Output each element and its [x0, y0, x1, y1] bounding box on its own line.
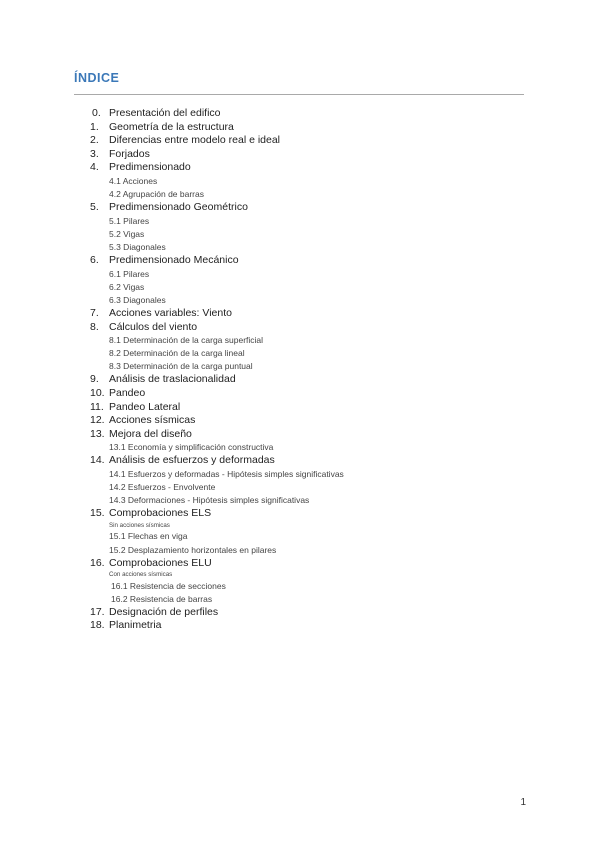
- toc-subentry: [0, 481, 600, 494]
- toc-subentry-label: 14.2 Esfuerzos - Envolvente: [109, 482, 216, 493]
- toc-entry-number: 16.: [90, 556, 105, 569]
- toc-entry-label: Predimensionado: [109, 161, 191, 174]
- toc-entry: [0, 134, 600, 148]
- toc-subentry-label: 4.1 Acciones: [109, 175, 158, 186]
- toc-entry: [0, 201, 600, 215]
- toc-subentry-label: 16.2 Resistencia de barras: [111, 593, 213, 604]
- toc-entry: [0, 307, 600, 321]
- toc-subentry: [0, 580, 600, 593]
- toc-entry-number: 17.: [90, 605, 105, 618]
- toc-note: [0, 521, 600, 531]
- toc-subentry: [0, 188, 600, 201]
- toc-entry: [0, 148, 600, 162]
- toc-entry: [0, 557, 600, 571]
- toc-entry-number: 15.: [90, 507, 105, 520]
- toc-entry-label: Geometría de la estructura: [109, 120, 234, 133]
- toc-entry-label: Análisis de traslacionalidad: [109, 373, 236, 386]
- toc-subentry: [0, 544, 600, 557]
- toc-entry: [0, 454, 600, 468]
- toc-subentry: [0, 268, 600, 281]
- toc-entry: [0, 428, 600, 442]
- toc-note-label: Sin acciones sísmicas: [109, 521, 170, 529]
- toc-subentry: [0, 347, 600, 360]
- toc-entry-label: Análisis de esfuerzos y deformadas: [109, 454, 275, 467]
- toc-subentry-label: 16.1 Resistencia de secciones: [111, 580, 226, 591]
- toc-entry: [0, 606, 600, 620]
- toc-entry-number: 13.: [90, 427, 105, 440]
- toc-subentry: [0, 530, 600, 543]
- toc-entry-label: Cálculos del viento: [109, 320, 198, 333]
- toc-entry-label: Forjados: [109, 147, 150, 160]
- toc-subentry-label: 8.2 Determinación de la carga lineal: [109, 348, 245, 359]
- toc-entry-label: Acciones sísmicas: [109, 414, 196, 427]
- toc-subentry: [0, 228, 600, 241]
- toc-entry-number: 5.: [90, 201, 99, 214]
- toc-subentry: [0, 215, 600, 228]
- toc-entry-label: Diferencias entre modelo real e ideal: [109, 134, 281, 147]
- toc-entry-number: 8.: [90, 320, 99, 333]
- toc-entry-label: Pandeo: [109, 386, 146, 399]
- table-of-contents: [0, 107, 600, 633]
- toc-subentry-label: 5.3 Diagonales: [109, 241, 166, 252]
- toc-entry-number: 0.: [92, 107, 101, 119]
- toc-subentry: [0, 494, 600, 507]
- toc-entry-label: Predimensionado Mecánico: [109, 254, 239, 267]
- toc-entry: [0, 373, 600, 387]
- toc-entry-number: 11.: [90, 400, 104, 413]
- toc-entry: [0, 387, 600, 401]
- toc-subentry: [0, 281, 600, 294]
- toc-entry-number: 6.: [90, 254, 99, 267]
- toc-entry: [0, 107, 600, 121]
- toc-entry-number: 7.: [90, 306, 99, 319]
- toc-subentry: [0, 334, 600, 347]
- toc-entry-label: Comprobaciones ELS: [109, 507, 212, 520]
- toc-entry: [0, 254, 600, 268]
- toc-subentry: [0, 175, 600, 188]
- toc-subentry-label: 14.3 Deformaciones - Hipótesis simples significativas: [109, 495, 310, 506]
- toc-entry-number: 10.: [90, 386, 105, 399]
- toc-entry: [0, 121, 600, 135]
- toc-note: [0, 570, 600, 580]
- toc-entry-number: 1.: [90, 120, 99, 133]
- toc-subentry: [0, 593, 600, 606]
- toc-entry-number: 14.: [90, 454, 105, 467]
- toc-entry-label: Designación de perfiles: [109, 605, 219, 618]
- toc-subentry: [0, 468, 600, 481]
- toc-entry-label: Planimetria: [109, 619, 162, 632]
- toc-subentry-label: 8.3 Determinación de la carga puntual: [109, 361, 253, 372]
- toc-entry-label: Mejora del diseño: [109, 427, 192, 440]
- toc-note-label: Con acciones sísmicas: [109, 571, 173, 579]
- toc-subentry: [0, 360, 600, 373]
- toc-entry-label: Acciones variables: Viento: [109, 306, 232, 319]
- toc-entry-number: 9.: [90, 373, 99, 386]
- toc-entry-number: 12.: [90, 414, 105, 427]
- toc-entry-number: 2.: [90, 134, 99, 147]
- toc-entry-number: 18.: [90, 619, 105, 632]
- page-title: ÍNDICE: [74, 71, 120, 85]
- page-number: 1: [520, 797, 526, 808]
- toc-subentry-label: 15.1 Flechas en viga: [109, 531, 188, 542]
- title-divider: [74, 94, 524, 95]
- toc-entry-label: Predimensionado Geométrico: [109, 201, 248, 214]
- toc-subentry: [0, 241, 600, 254]
- toc-subentry: [0, 294, 600, 307]
- toc-subentry-label: 5.2 Vigas: [109, 228, 145, 239]
- toc-subentry: [0, 441, 600, 454]
- toc-subentry-label: 15.2 Desplazamiento horizontales en pilares: [109, 544, 277, 555]
- toc-entry: [0, 321, 600, 335]
- toc-entry-label: Presentación del edifico: [109, 107, 221, 119]
- toc-subentry-label: 8.1 Determinación de la carga superficial: [109, 335, 264, 346]
- toc-subentry-label: 6.3 Diagonales: [109, 294, 166, 305]
- toc-subentry-label: 6.2 Vigas: [109, 281, 145, 292]
- toc-entry: [0, 619, 600, 633]
- toc-entry-number: 3.: [90, 147, 99, 160]
- toc-entry: [0, 414, 600, 428]
- toc-entry-label: Pandeo Lateral: [109, 400, 181, 413]
- toc-subentry-label: 5.1 Pilares: [109, 215, 150, 226]
- toc-subentry-label: 6.1 Pilares: [109, 268, 150, 279]
- toc-entry: [0, 507, 600, 521]
- toc-subentry-label: 14.1 Esfuerzos y deformadas - Hipótesis simples significativas: [109, 469, 344, 480]
- toc-subentry-label: 13.1 Economía y simplificación constructiva: [109, 442, 274, 453]
- toc-entry: [0, 401, 600, 415]
- toc-entry: [0, 161, 600, 175]
- toc-entry-label: Comprobaciones ELU: [109, 556, 212, 569]
- toc-entry-number: 4.: [90, 161, 99, 174]
- toc-subentry-label: 4.2 Agrupación de barras: [109, 189, 204, 200]
